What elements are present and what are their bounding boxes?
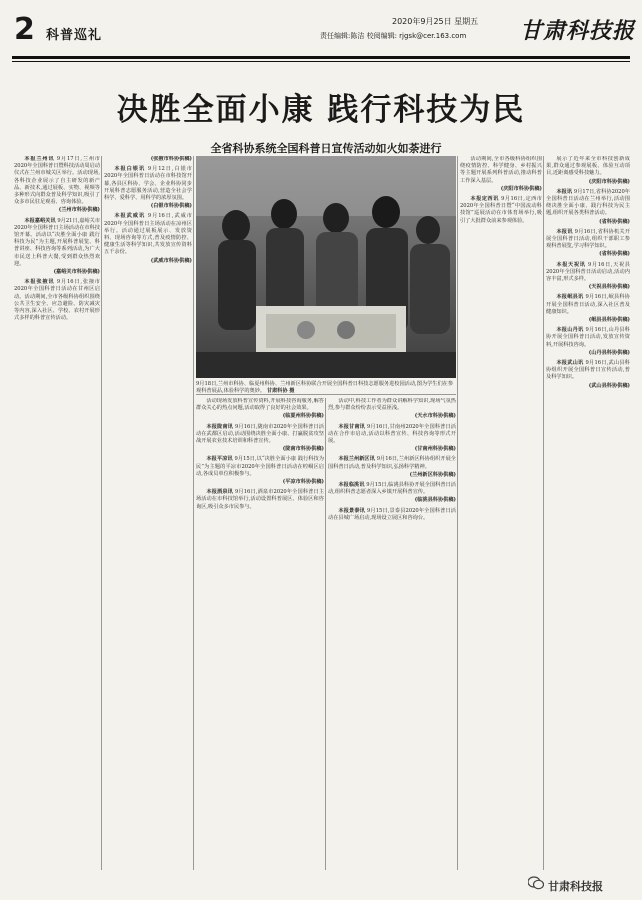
article-paragraph: 活动中,科技工作者为群众讲解科学知识,现场气氛热烈,参与群众纷纷表示受益匪浅。 — [328, 398, 456, 412]
article-paragraph: 本报讯 9月16日,省科协机关开展全国科普日活动,组织干部职工参观科普展览,学习科学知识。 — [546, 228, 630, 250]
editor-credit: 责任编辑:陈洁 校阅编辑: rjgsk@cer.163.com — [320, 32, 467, 40]
article-source: (临夏州科协供稿) — [282, 413, 324, 420]
article-source: (白银市科协供稿) — [150, 203, 192, 210]
article-paragraph: 本报临洮讯 9月15日,临洮县科协开展全国科普日活动,组织科普志愿者深入乡镇开展科普宣传。 — [328, 482, 456, 496]
photo-caption-text: 9月18日,兰州市科协、临夏州科协、兰州新区科协联合开展全国科普日科技志愿服务进校园活动,图为学生们在参观科普展品,体验科学的奥妙。 — [196, 381, 454, 394]
issue-date: 2020年9月25日 星期五 — [392, 17, 479, 26]
article-paragraph: 本报兰州讯 9月17日,兰州市2020年全国科普日暨科技活动周启动仪式在兰州市城关区举行。活动现场,各科技企业展示了自主研发的新产品、新技术,通过展板、实物、视频等多种形式向群众普及科学知识,吸引了众多市民驻足观看、咨询体验。 — [14, 156, 100, 206]
article-source: (兰州新区科协供稿) — [409, 471, 456, 478]
article-paragraph: 本报兰州新区讯 9月16日,兰州新区科协组织开展全国科普日活动,普及科学知识,弘扬科学精神。 — [328, 456, 456, 470]
article-paragraph: 本报岷县讯 9月16日,岷县科协开展全国科普日活动,深入社区普及健康知识。 — [546, 294, 630, 315]
article-source: (庆阳市科协供稿) — [500, 185, 542, 192]
article-dateline: 本报讯 — [556, 228, 575, 235]
section-name: 科普巡礼 — [46, 28, 103, 43]
article-source: (天水市科协供稿) — [414, 413, 456, 420]
article-paragraph: 本报定西讯 9月16日,定西市2020年全国科普日暨“中国流动科技馆”巡展活动在市体育场举行,吸引了大批群众前来参观体验。 — [460, 196, 542, 224]
column-divider — [325, 398, 326, 870]
article-source: (省科协供稿) — [599, 218, 630, 225]
article-dateline: 本报临洮讯 — [338, 482, 367, 489]
article-source: (平凉市科协供稿) — [282, 479, 324, 486]
headline: 决胜全面小康 践行科技为民 — [116, 92, 526, 128]
news-photo-illustration — [196, 156, 456, 378]
article-paragraph: 本报白银讯 9月12日,白银市2020年全国科普日活动在市科技馆开幕,各县区科协、学会、企业科协同步开展科普志愿服务活动,营造全社会学科学、爱科学、用科学的浓厚氛围。 — [104, 166, 192, 202]
photo-bottom-rule — [196, 394, 456, 395]
watermark-text: 甘肃科技报 — [548, 880, 603, 893]
article-dateline: 本报张掖讯 — [24, 279, 57, 286]
article-dateline: 本报兰州讯 — [24, 156, 57, 162]
article-dateline: 本报嘉峪关讯 — [24, 217, 58, 224]
article-dateline: 本报酒泉讯 — [206, 489, 235, 496]
article-dateline: 本报讯 — [556, 188, 574, 195]
page-number: 2 — [14, 12, 35, 47]
subheadline: 全省科协系统全国科普日宣传活动如火如荼进行 — [210, 142, 442, 155]
article-paragraph: 本报山丹讯 9月16日,山丹县科协开展全国科普日活动,发放宣传资料,开展科技咨询。 — [546, 327, 630, 348]
article-paragraph: 活动现场发放科普宣传资料,开展科技咨询服务,解答群众关心的热点问题,活动取得了良好的社会效果。 — [196, 398, 324, 412]
column-divider — [101, 156, 102, 870]
article-paragraph: 本报天祝讯 9月16日,天祝县2020年全国科普日活动启动,活动内容丰富,形式多样。 — [546, 261, 630, 283]
news-photo — [196, 156, 456, 378]
article-source: (武山县科协供稿) — [588, 382, 630, 389]
article-paragraph: 本报武山讯 9月16日,武山县科协组织开展全国科普日宣传活动,普及科学知识。 — [546, 360, 630, 381]
article-paragraph: 本报陇南讯 9月16日,陇南市2020年全国科普日活动在武都区启动,活动围绕决胜全面小康、打赢脱贫攻坚战开展农业技术培训和科普宣传。 — [196, 423, 324, 445]
article-source: (天祝县科协供稿) — [588, 284, 630, 291]
article-paragraph: 本报平凉讯 9月15日,以“决胜全面小康 践行科技为民”为主题的平凉市2020年全国科普日活动在崆峒区启动,各成员单位积极参与。 — [196, 456, 324, 477]
photo-credit: 甘肃科协 摄 — [266, 388, 295, 394]
article-source: (山丹县科协供稿) — [588, 349, 630, 356]
article-source: (甘南州科协供稿) — [414, 446, 456, 453]
article-column-mid-lower — [196, 398, 324, 870]
article-column-mid-right-upper — [460, 156, 542, 870]
article-paragraph: 本报讯 9月17日,省科协2020年全国科普日活动在兰州举行,活动围绕决胜全面小康、践行科技为民主题,组织开展各类科普活动。 — [546, 188, 630, 217]
article-source: (省科协供稿) — [599, 251, 630, 258]
masthead-logo: 甘肃科技报 — [520, 18, 636, 44]
article-dateline: 本报兰州新区讯 — [338, 456, 377, 463]
article-paragraph: 本报嘉峪关讯 9月21日,嘉峪关市2020年全国科普日主场活动在市科技馆开幕。活动以“决胜全面小康 践行科技为民”为主题,开展科普展览、科普讲座、科技咨询等系列活动,为广大市民送上科普大餐,受到群众热烈欢迎。 — [14, 217, 100, 267]
article-source: (兰州市科协供稿) — [58, 207, 100, 214]
article-paragraph: 本报甘南讯 9月16日,甘南州2020年全国科普日活动在合作市启动,活动以科普宣传、科技咨询等形式开展。 — [328, 423, 456, 445]
article-source: (武威市科协供稿) — [150, 257, 192, 264]
page-header — [0, 0, 642, 58]
article-dateline: 本报定西讯 — [470, 196, 502, 203]
article-dateline: 本报岷县讯 — [556, 294, 586, 301]
article-source: (庆阳市科协供稿) — [588, 178, 630, 185]
article-source: (嘉峪关市科协供稿) — [53, 269, 100, 276]
article-dateline: 本报天祝讯 — [556, 261, 588, 268]
article-source: (张掖市科协供稿) — [150, 156, 192, 162]
article-paragraph: 本报景泰讯 9月15日,景泰县2020年全国科普日活动在县城广场启动,现场设立展区和咨询台。 — [328, 507, 456, 521]
photo-caption — [196, 381, 456, 395]
article-column-right — [546, 156, 630, 870]
article-paragraph: 展示了近年来全市科技创新成果,群众通过参观展板、体验互动项目,近距离感受科技魅力。 — [546, 156, 630, 177]
article-column-left-2 — [104, 156, 192, 870]
column-divider — [543, 156, 544, 870]
header-rule-thin — [12, 61, 630, 62]
article-dateline: 本报甘南讯 — [338, 423, 367, 430]
article-source: (陇南市科协供稿) — [282, 446, 324, 453]
article-dateline: 本报景泰讯 — [338, 507, 367, 514]
article-paragraph: 本报张掖讯 9月16日,张掖市2020年全国科普日活动在甘州区启动。活动期间,全市各级科协组织围绕公共卫生安全、应急避险、防灾减灾等内容,深入社区、学校、农村开展形式多样的科普宣传活动。 — [14, 279, 100, 322]
article-source: (临洮县科协供稿) — [414, 497, 456, 504]
article-column-mid-right-lower — [328, 398, 456, 870]
article-dateline: 本报陇南讯 — [206, 423, 235, 430]
article-dateline: 本报平凉讯 — [206, 456, 235, 463]
article-dateline: 本报白银讯 — [114, 166, 148, 173]
column-divider — [193, 156, 194, 870]
article-paragraph: 本报武威讯 9月16日,武威市2020年全国科普日主场活动在凉州区举行。活动通过展板展示、发放资料、现场咨询等方式,普及疫情防控、健康生活等科学知识,共发放宣传资料五千余份。 — [104, 213, 192, 256]
article-dateline: 本报武山讯 — [556, 360, 586, 367]
article-paragraph: 活动期间,全市各级科协组织围绕疫情防控、科学健身、乡村振兴等主题开展系列科普活动,推动科普工作深入基层。 — [460, 156, 542, 184]
wechat-icon — [528, 876, 544, 890]
article-column-left — [14, 156, 100, 870]
article-source: (岷县县科协供稿) — [588, 317, 630, 324]
article-dateline: 本报山丹讯 — [556, 327, 586, 334]
header-rule-thick — [12, 56, 630, 59]
article-paragraph: 本报酒泉讯 9月16日,酒泉市2020年全国科普日主场活动在市科技馆举行,活动设置科普展区、体验区和咨询区,吸引众多市民参与。 — [196, 489, 324, 510]
article-dateline: 本报武威讯 — [114, 213, 148, 220]
column-divider — [457, 156, 458, 870]
